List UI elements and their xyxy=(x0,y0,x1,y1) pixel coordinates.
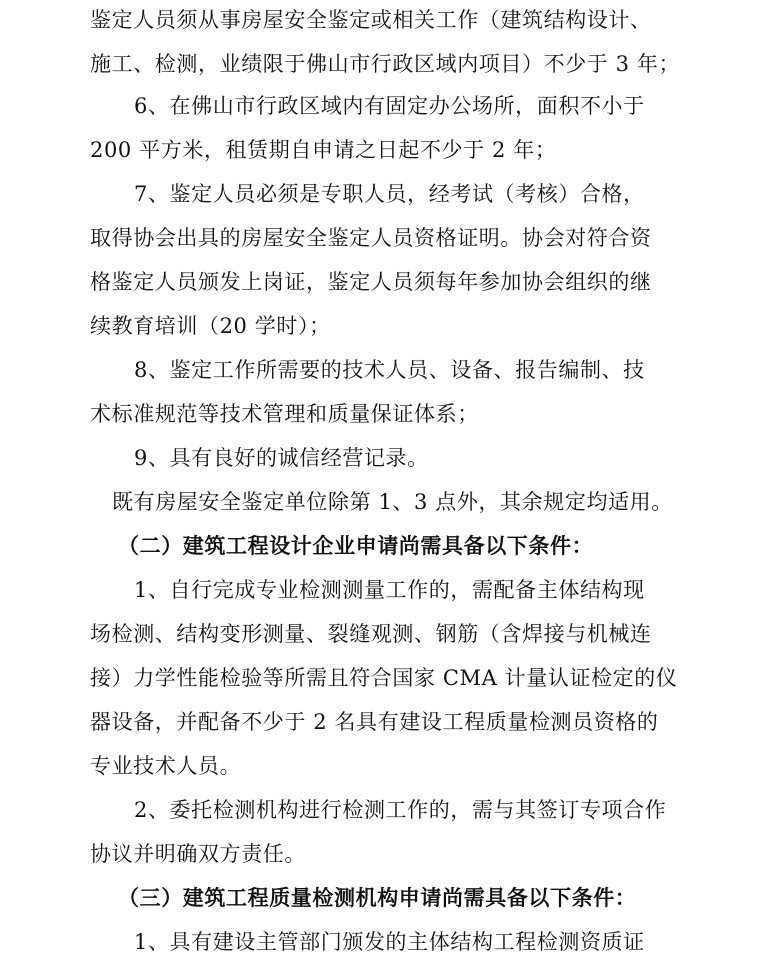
paragraph-line: 器设备，并配备不少于 2 名具有建设工程质量检测员资格的 xyxy=(90,710,659,734)
section-heading-3: （三）建筑工程质量检测机构申请尚需具备以下条件： xyxy=(118,885,637,910)
paragraph-line: 续教育培训（20 学时）； xyxy=(90,314,331,338)
paragraph-line: 接）力学性能检验等所需且符合国家 CMA 计量认证检定的仪 xyxy=(90,666,678,690)
list-item-1: 1、具有建设主管部门颁发的主体结构工程检测资质证 xyxy=(134,930,645,954)
paragraph-line: 格鉴定人员颁发上岗证，鉴定人员须每年参加协会组织的继 xyxy=(90,270,652,294)
paragraph-line: 施工、检测，业绩限于佛山市行政区域内项目）不少于 3 年； xyxy=(90,52,681,76)
list-item-6: 6、在佛山市行政区域内有固定办公场所，面积不小于 xyxy=(134,94,645,118)
paragraph-line: 鉴定人员须从事房屋安全鉴定或相关工作（建筑结构设计、 xyxy=(90,8,652,32)
section-heading-2: （二）建筑工程设计企业申请尚需具备以下条件： xyxy=(118,533,594,558)
list-item-2: 2、委托检测机构进行检测工作的，需与其签订专项合作 xyxy=(134,798,667,822)
paragraph-line: 200 平方米，租赁期自申请之日起不少于 2 年； xyxy=(90,138,557,162)
paragraph-line: 既有房屋安全鉴定单位除第 1、3 点外，其余规定均适用。 xyxy=(112,490,673,514)
paragraph-line: 取得协会出具的房屋安全鉴定人员资格证明。协会对符合资 xyxy=(90,226,652,250)
paragraph-line: 场检测、结构变形测量、裂缝观测、钢筋（含焊接与机械连 xyxy=(90,622,652,646)
paragraph-line: 术标准规范等技术管理和质量保证体系； xyxy=(90,402,479,426)
list-item-1: 1、自行完成专业检测测量工作的，需配备主体结构现 xyxy=(134,578,645,602)
list-item-8: 8、鉴定工作所需要的技术人员、设备、报告编制、技 xyxy=(134,358,645,382)
paragraph-line: 协议并明确双方责任。 xyxy=(90,842,306,866)
list-item-7: 7、鉴定人员必须是专职人员，经考试（考核）合格， xyxy=(134,182,645,206)
paragraph-line: 专业技术人员。 xyxy=(90,754,242,778)
list-item-9: 9、具有良好的诚信经营记录。 xyxy=(134,446,429,470)
